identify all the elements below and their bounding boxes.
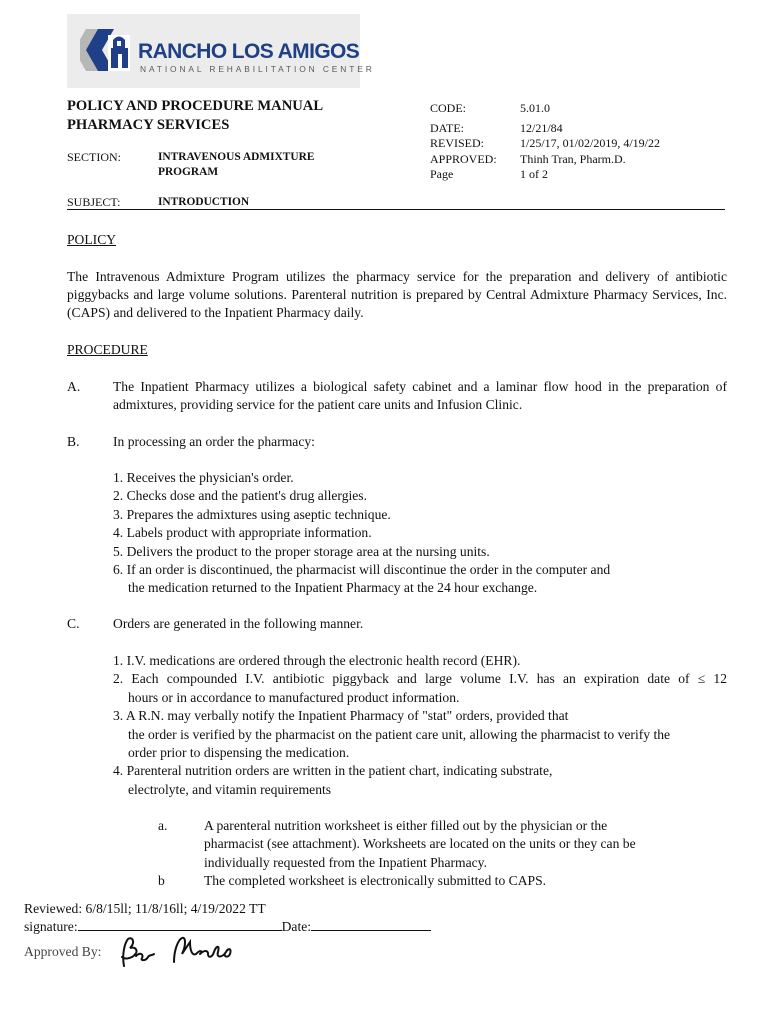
subitem-b-letter: b xyxy=(158,873,165,888)
mission-building-icon xyxy=(80,26,136,78)
list-item: 2. Checks dose and the patient's drug allergies. xyxy=(113,488,367,504)
list-item: 3. Prepares the admixtures using aseptic technique. xyxy=(113,506,391,522)
subitem-a-text xyxy=(204,817,636,872)
header-divider xyxy=(67,209,725,210)
manual-title-line2: PHARMACY SERVICES xyxy=(67,117,230,133)
item-b-text: In processing an order the pharmacy: xyxy=(113,434,315,449)
subitem-line: A parenteral nutrition worksheet is either filled out by the physician or the xyxy=(204,818,608,833)
section-value-line2: PROGRAM xyxy=(158,166,219,178)
item-c-list xyxy=(113,652,727,799)
meta-label-code: CODE: xyxy=(430,101,466,115)
manual-title xyxy=(67,97,323,135)
list-item: 5. Delivers the product to the proper storage area at the nursing units. xyxy=(113,543,490,559)
procedure-heading: PROCEDURE xyxy=(67,342,148,357)
signature-label: signature: xyxy=(24,919,78,934)
list-item: 4. Labels product with appropriate information. xyxy=(113,525,372,541)
list-item: 6. If an order is discontinued, the pharmacist will discontinue the order in the computer and xyxy=(113,562,611,578)
subitem-a-letter: a. xyxy=(158,818,168,833)
signature-blank[interactable] xyxy=(78,918,282,931)
list-item-continuation: hours or in accordance to manufactured product information. xyxy=(128,689,460,705)
item-a-letter: A. xyxy=(67,379,81,394)
date-label: Date: xyxy=(281,919,312,934)
list-item-continuation: order prior to dispensing the medication. xyxy=(128,745,350,761)
item-a-text: The Inpatient Pharmacy utilizes a biological safety cabinet and a laminar flow hood in the preparation of admixtures, providing service for the patient care units and Infusion Clinic. xyxy=(113,379,727,412)
meta-value-page: 1 of 2 xyxy=(520,167,548,181)
meta-label-page: Page xyxy=(430,167,454,181)
list-item: 1. I.V. medications are ordered through the electronic health record (EHR). xyxy=(113,653,521,668)
meta-label-approved: APPROVED: xyxy=(430,151,497,166)
manual-title-line1: POLICY AND PROCEDURE MANUAL xyxy=(67,98,324,114)
list-item-continuation: electrolyte, and vitamin requirements xyxy=(128,781,332,797)
list-item-continuation: the medication returned to the Inpatient Pharmacy at the 24 hour exchange. xyxy=(128,580,538,596)
subject-label: SUBJECT: xyxy=(67,195,121,209)
policy-heading: POLICY xyxy=(67,232,117,247)
meta-labels xyxy=(430,101,497,183)
list-item: 4. Parenteral nutrition orders are written in the patient chart, indicating substrate, xyxy=(113,763,553,779)
item-c-letter: C. xyxy=(67,616,80,631)
item-b-list xyxy=(113,469,610,598)
meta-label-revised: REVISED: xyxy=(430,136,484,150)
policy-text: The Intravenous Admixture Program utilizes the pharmacy service for the preparation and delivery of antibiotic piggybacks and large volume solutions. Parenteral nutrition is prepared by Central Admixture Pharmacy Services, Inc. (CAPS) and delivered to the Inpatient Pharmacy daily. xyxy=(67,269,727,320)
reviewed-line: Reviewed: 6/8/15ll; 11/8/16ll; 4/19/2022 TT xyxy=(24,901,266,916)
logo-subtitle: NATIONAL REHABILITATION CENTER xyxy=(140,64,375,74)
logo-name: RANCHO LOS AMIGOS xyxy=(138,40,360,63)
meta-value-date: 12/21/84 xyxy=(520,120,563,135)
handwritten-signature xyxy=(116,932,242,972)
list-item: 2. Each compounded I.V. antibiotic piggyback and large volume I.V. has an expiration date of ≤ 12 xyxy=(113,671,727,687)
subject-value: INTRODUCTION xyxy=(158,196,250,208)
section-value xyxy=(158,150,314,180)
approved-by-label: Approved By: xyxy=(24,944,102,959)
meta-value-code: 5.01.0 xyxy=(520,101,550,115)
meta-values xyxy=(520,101,660,183)
item-b-letter: B. xyxy=(67,434,80,449)
item-c-text: Orders are generated in the following manner. xyxy=(113,616,364,631)
section-label: SECTION: xyxy=(67,150,121,164)
list-item: 1. Receives the physician's order. xyxy=(113,470,294,485)
list-item: 3. A R.N. may verbally notify the Inpatient Pharmacy of "stat" orders, provided that xyxy=(113,708,569,724)
meta-label-date: DATE: xyxy=(430,120,464,135)
date-blank[interactable] xyxy=(311,918,431,931)
subitem-line: pharmacist (see attachment). Worksheets are located on the units or they can be xyxy=(204,836,636,852)
meta-value-approved: Thinh Tran, Pharm.D. xyxy=(520,151,626,166)
subitem-b-text: The completed worksheet is electronically submitted to CAPS. xyxy=(204,873,547,888)
section-value-line1: INTRAVENOUS ADMIXTURE xyxy=(158,151,315,163)
list-item-continuation: the order is verified by the pharmacist on the patient care unit, allowing the pharmacist to verify the xyxy=(128,726,671,742)
subitem-line: individually requested from the Inpatient Pharmacy. xyxy=(204,854,487,870)
meta-value-revised: 1/25/17, 01/02/2019, 4/19/22 xyxy=(520,136,661,150)
